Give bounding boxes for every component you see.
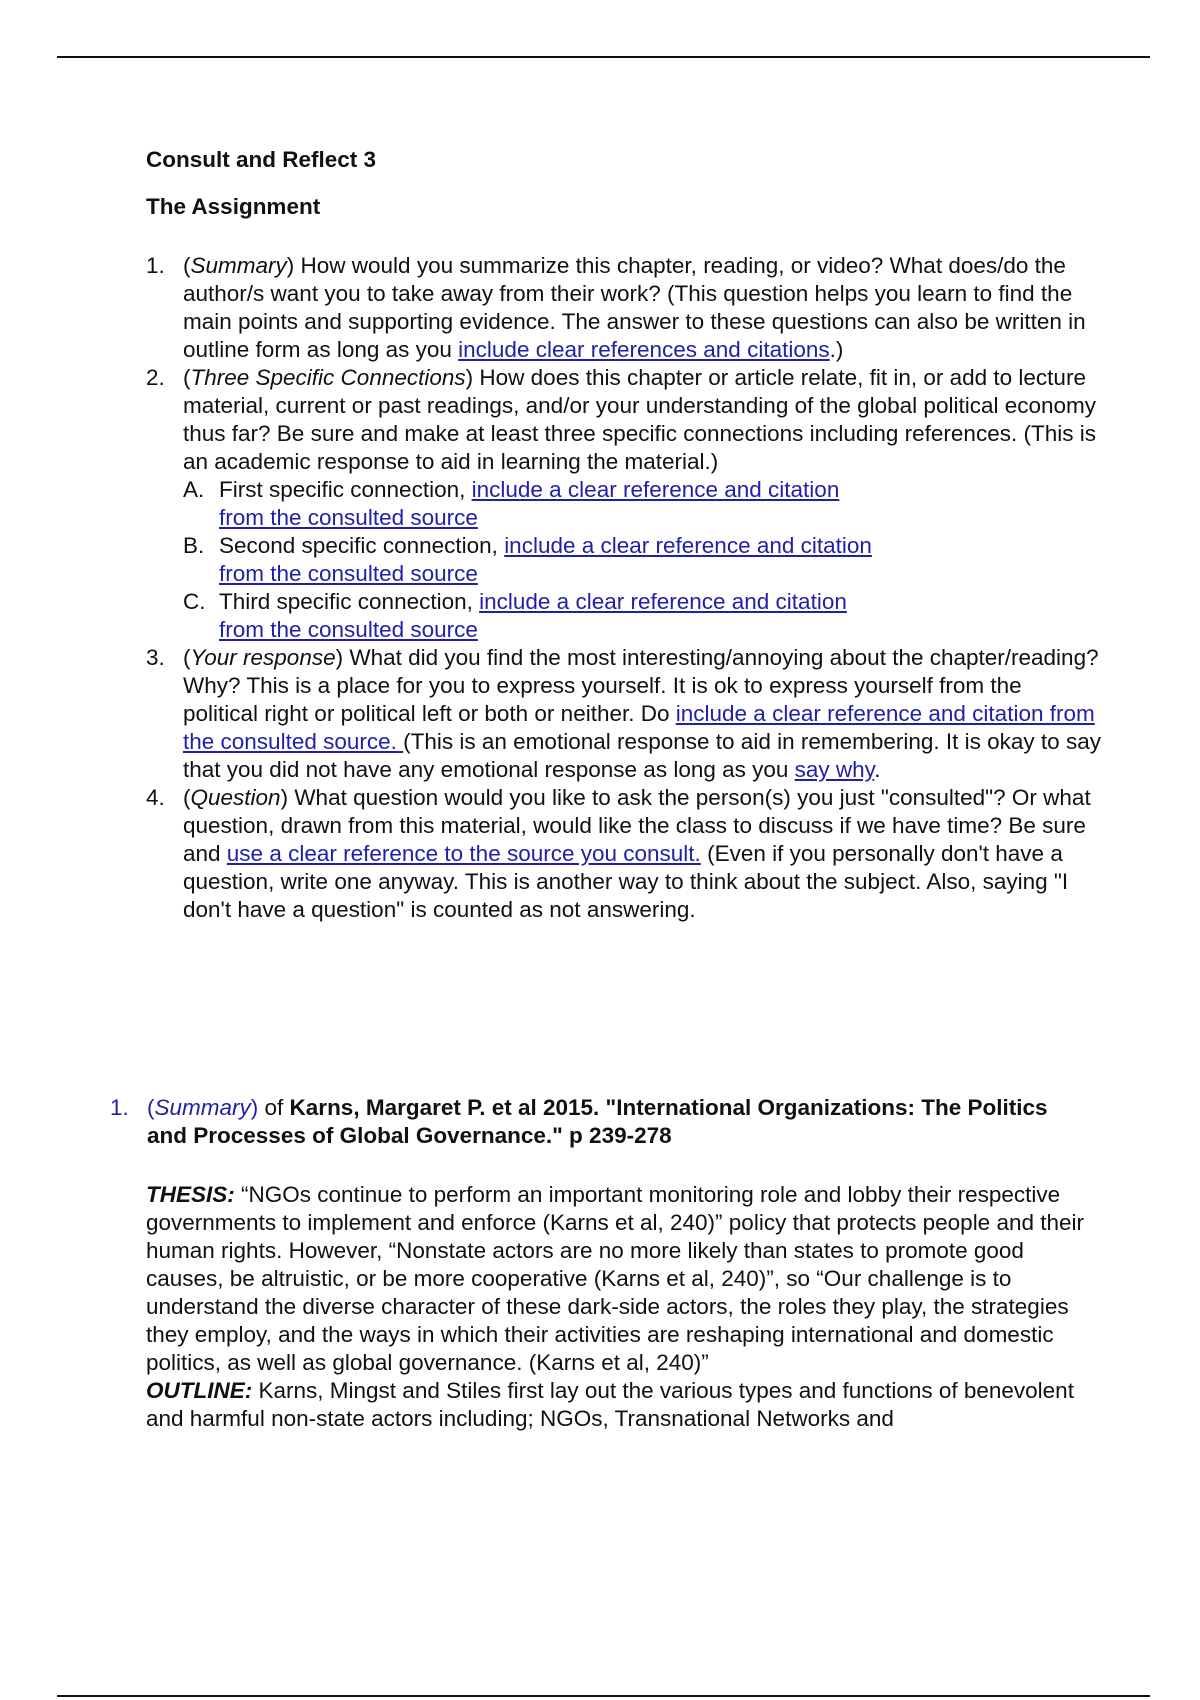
bottom-rule bbox=[57, 1695, 1150, 1697]
thesis-label: THESIS: bbox=[146, 1182, 235, 1207]
item-text: (Even if you personally don't have a question, write one anyway. This is another way to think about the subject. Also, saying "I don't have a question" is counted as not answering. bbox=[183, 841, 1069, 922]
item-number: 2. bbox=[146, 365, 165, 390]
reference-link[interactable]: use a clear reference to the source you consult. bbox=[226, 841, 701, 866]
item-text: .) bbox=[829, 337, 844, 362]
answer-number: 1. bbox=[110, 1095, 129, 1120]
sub-text: Second specific connection, bbox=[219, 533, 505, 558]
item-label: Question bbox=[190, 785, 281, 810]
outline-label: OUTLINE: bbox=[146, 1378, 253, 1403]
outline-text: Karns, Mingst and Stiles first lay out the various types and functions of benevolent and harmful non-state actors including; NGOs, Transnational Networks and bbox=[146, 1378, 1074, 1431]
item-text: How does this chapter or article relate, fit in, or add to lecture material, current or past readings, and/or your understanding of the global political economy thus far? Be sure and make at least three specific connections including references. (This is an academic response to aid in learning the material.) bbox=[183, 365, 1097, 474]
outline-paragraph bbox=[146, 1377, 1101, 1433]
sub-letter: C. bbox=[183, 589, 206, 614]
sub-item bbox=[183, 532, 899, 588]
item-number: 3. bbox=[146, 645, 165, 670]
reference-link[interactable]: include clear references and citations bbox=[458, 337, 830, 362]
item-label: Summary bbox=[190, 253, 287, 278]
assignment-list bbox=[146, 252, 1101, 924]
sub-text: Third specific connection, bbox=[219, 589, 480, 614]
thesis-text: “NGOs continue to perform an important monitoring role and lobby their respective governments to implement and enforce (Karns et al, 240)” policy that protects people and their human rights. However, “Nonstate actors are no more likely than states to promote good causes, be altruistic, or be more cooperative (Karns et al, 240)”, so “Our challenge is to understand the diverse character of these dark-side actors, the roles they play, the strategies they employ, and the ways in which their activities are reshaping international and domestic politics, as well as global governance. (Karns et al, 240)” bbox=[146, 1182, 1085, 1375]
sub-letter: B. bbox=[183, 533, 205, 558]
answer-of: of bbox=[258, 1095, 290, 1120]
sub-text: First specific connection, bbox=[219, 477, 472, 502]
reference-link[interactable]: include a clear reference and citation from the consulted source bbox=[219, 477, 840, 530]
item-text: What did you find the most interesting/annoying about the chapter/reading? Why? This is a place for you to express yourself. It is ok to express yourself from the political right or political left or both or neither. Do bbox=[183, 645, 1099, 726]
say-why-link[interactable]: say why bbox=[794, 757, 875, 782]
item-text: . bbox=[874, 757, 881, 782]
list-item: 4. (Question) What question would you like to ask the person(s) you just "consulted"? Or what question, drawn from this material, would like the class to discuss if we have time? Be sure and use a clear reference to the source you consult. (Even if you personally don't have a question, write one anyway. This is another way to think about the subject. Also, saying "I don't have a question" is counted as not answering. bbox=[146, 785, 1091, 922]
sub-letter: A. bbox=[183, 477, 205, 502]
list-item: 3. (Your response) What did you find the most interesting/annoying about the chapter/reading? Why? This is a place for you to express yourself. It is ok to express yourself from the political right or political left or both or neither. Do include a clear reference and citation from the consulted source. (This is an emotional response to aid in remembering. It is okay to say that you did not have any emotional response as long as you say why. bbox=[146, 645, 1101, 782]
reference-link[interactable]: include a clear reference and citation from the consulted source. bbox=[183, 701, 1095, 754]
item-label: Your response bbox=[190, 645, 336, 670]
reference-link[interactable]: include a clear reference and citation from the consulted source bbox=[219, 589, 847, 642]
item-text: How would you summarize this chapter, reading, or video? What does/do the author/s want you to take away from their work? (This question helps you learn to find the main points and supporting evidence. The answer to these questions can also be written in outline form as long as you bbox=[183, 253, 1086, 362]
list-item: 2. (Three Specific Connections) How does this chapter or article relate, fit in, or add to lecture material, current or past readings, and/or your understanding of the global political economy thus far? Be sure and make at least three specific connections including references. (This is an academic response to aid in learning the material.) A. First specific connection, include a clear reference and citation from the consulted source B. Second specific connection, include a clear reference and citation from the consulted source C. Third specific connection, include a clear reference and citation from the consulted source bbox=[146, 365, 1097, 642]
item-number: 1. bbox=[146, 253, 165, 278]
sub-item bbox=[183, 588, 874, 644]
citation: Karns, Margaret P. et al 2015. "International Organizations: The Politics and Processes of Global Governance." p 239-278 bbox=[147, 1095, 1048, 1148]
answer-heading: 1. (Summary) of Karns, Margaret P. et al 2015. "International Organizations: The Politics and Processes of Global Governance." p 239-278 bbox=[110, 1095, 1048, 1148]
section-heading: The Assignment bbox=[146, 194, 321, 219]
answer-body bbox=[146, 1181, 1101, 1433]
item-text: (This is an emotional response to aid in remembering. It is okay to say that you did not have any emotional response as long as you bbox=[183, 729, 1101, 782]
thesis-paragraph bbox=[146, 1181, 1101, 1377]
item-text: What question would you like to ask the person(s) you just "consulted"? Or what question, drawn from this material, would like the class to discuss if we have time? Be sure and bbox=[183, 785, 1091, 866]
list-item: 1. (Summary) How would you summarize this chapter, reading, or video? What does/do the author/s want you to take away from their work? (This question helps you learn to find the main points and supporting evidence. The answer to these questions can also be written in outline form as long as you include clear references and citations.) bbox=[146, 253, 1086, 362]
sub-item bbox=[183, 476, 859, 532]
item-number: 4. bbox=[146, 785, 165, 810]
document-title: Consult and Reflect 3 bbox=[146, 147, 377, 172]
item-label: Three Specific Connections bbox=[190, 365, 466, 390]
answer-label: Summary bbox=[154, 1095, 251, 1120]
top-rule bbox=[57, 56, 1150, 58]
reference-link[interactable]: include a clear reference and citation from the consulted source bbox=[219, 533, 872, 586]
